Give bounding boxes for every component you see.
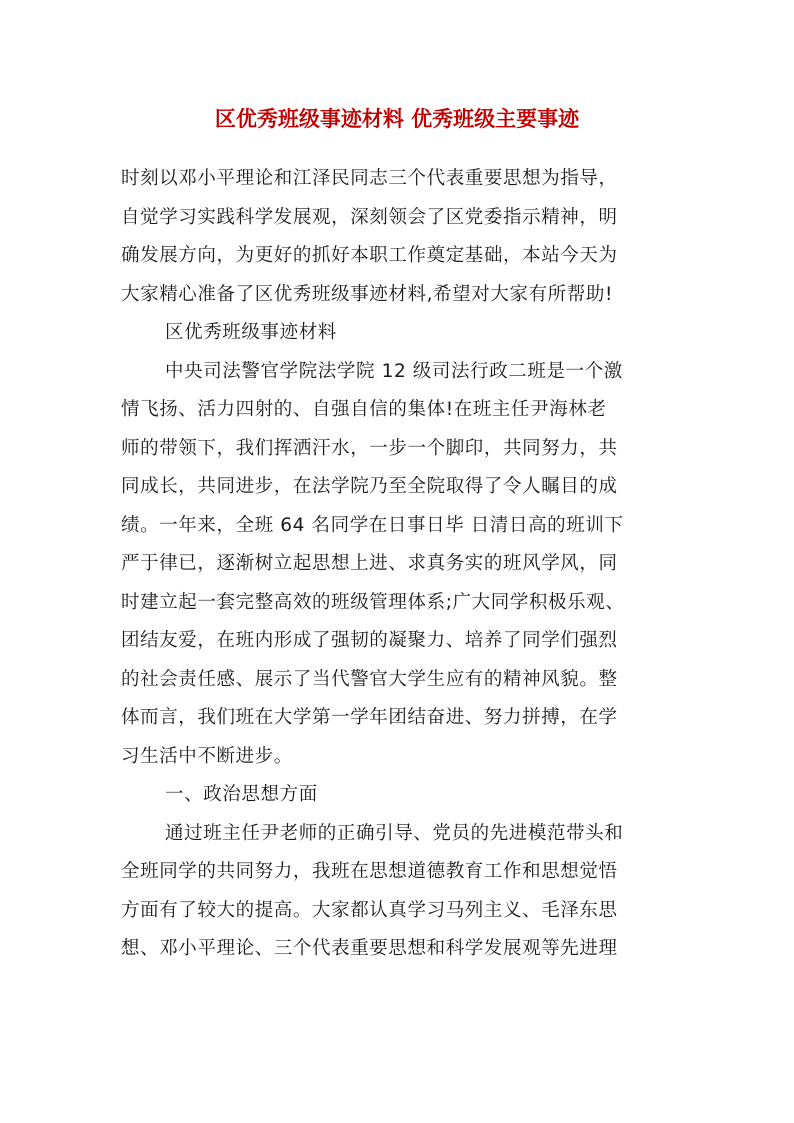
body-line: 团结友爱，在班内形成了强韧的凝聚力、培养了同学们强烈 [121, 630, 618, 651]
body-line: 大家精心准备了区优秀班级事迹材料,希望对大家有所帮助! [121, 283, 613, 305]
section-heading: 区优秀班级事迹材料 [165, 322, 337, 343]
body-line: 时建立起一套完整高效的班级管理体系;广大同学积极乐观、 [121, 591, 625, 613]
page-title: 区优秀班级事迹材料 优秀班级主要事迹 [214, 106, 580, 131]
body-line: 体而言，我们班在大学第一学年团结奋进、努力拼搏，在学 [121, 707, 618, 728]
body-line: 习生活中不断进步。 [121, 745, 293, 767]
body-line: 情飞扬、活力四射的、自强自信的集体!在班主任尹海林老 [121, 399, 607, 420]
body-line: 严于律已，逐渐树立起思想上进、求真务实的班风学风，同 [121, 553, 618, 574]
body-line: 确发展方向，为更好的抓好本职工作奠定基础，本站今天为 [121, 245, 618, 266]
body-line: 想、邓小平理论、三个代表重要思想和科学发展观等先进理 [121, 938, 618, 959]
body-line: 全班同学的共同努力，我班在思想道德教育工作和思想觉悟 [121, 861, 618, 882]
body-line: 的社会责任感、展示了当代警官大学生应有的精神风貌。整 [121, 668, 618, 690]
body-line: 方面有了较大的提高。大家都认真学习马列主义、毛泽东思 [121, 899, 618, 921]
body-line: 绩。一年来，全班 64 名同学在日事日毕 日清日高的班训下 [121, 514, 624, 536]
body-line: 中央司法警官学院法学院 12 级司法行政二班是一个激 [165, 360, 623, 382]
body-line: 通过班主任尹老师的正确引导、党员的先进模范带头和 [165, 822, 624, 844]
body-line: 同成长，共同进步，在法学院乃至全院取得了令人瞩目的成 [121, 476, 618, 497]
document-body [121, 160, 681, 969]
body-line: 时刻以邓小平理论和江泽民同志三个代表重要思想为指导， [121, 168, 618, 189]
section-heading: 一、政治思想方面 [165, 784, 318, 805]
body-line: 自觉学习实践科学发展观，深刻领会了区党委指示精神，明 [121, 206, 618, 228]
body-line: 师的带领下，我们挥洒汗水，一步一个脚印，共同努力，共 [121, 437, 618, 459]
